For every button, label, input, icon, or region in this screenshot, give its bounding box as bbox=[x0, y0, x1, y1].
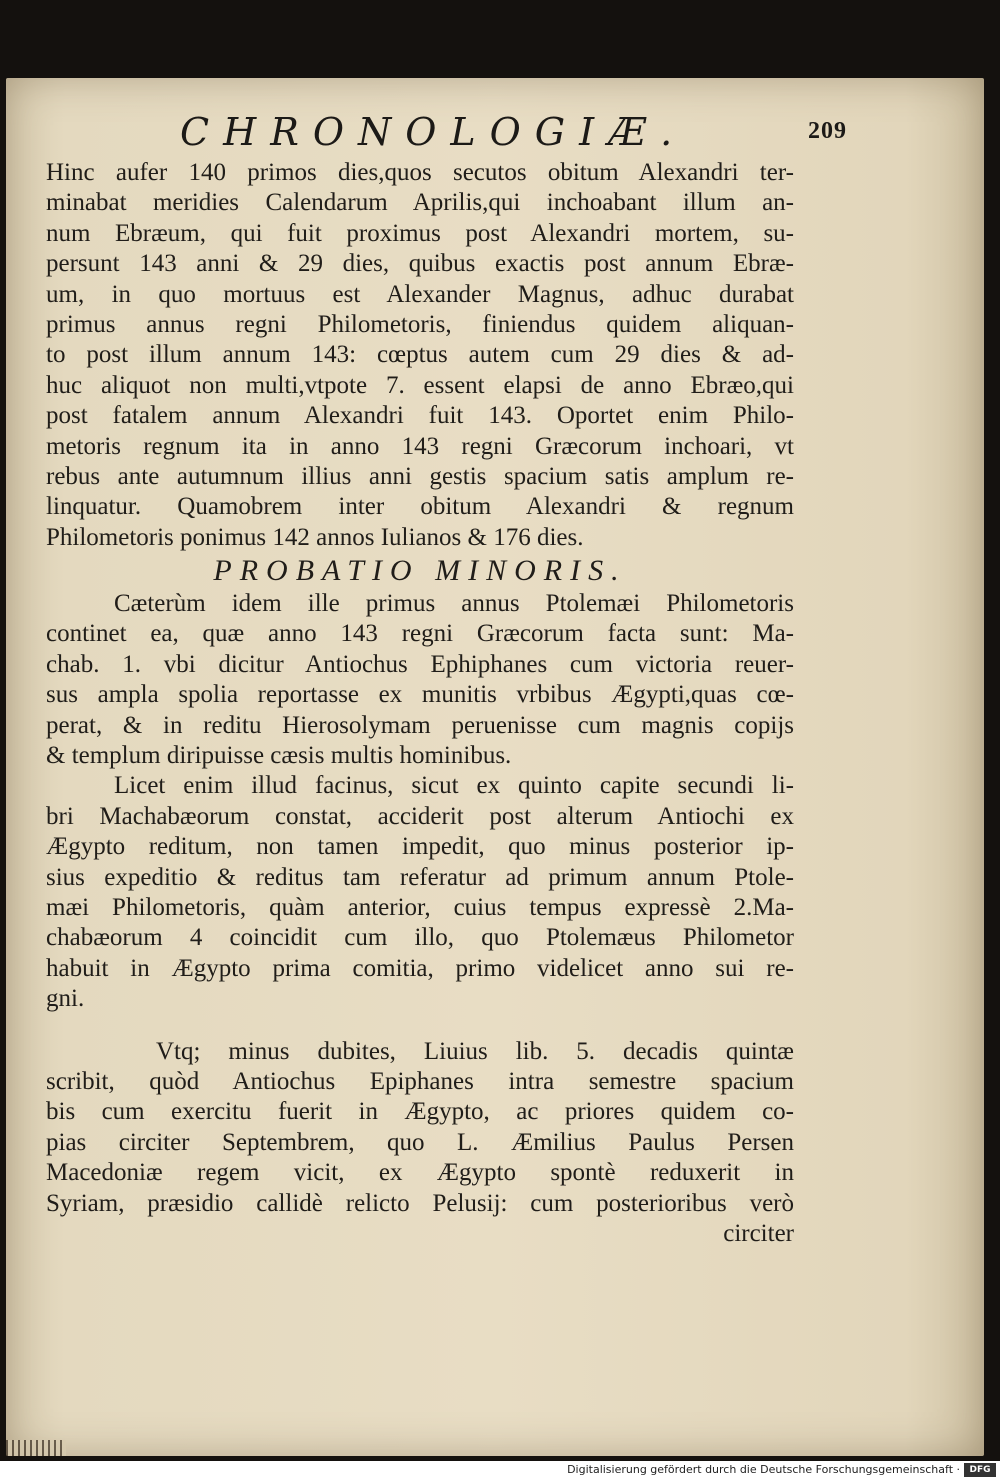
running-head-title: CHRONOLOGIÆ. bbox=[180, 110, 687, 154]
text-line: metoris regnum ita in anno 143 regni Græcorum inchoari, vt bbox=[46, 432, 794, 460]
page-edge-gutter bbox=[6, 1440, 66, 1456]
text-line: post fatalem annum Alexandri fuit 143. Oportet enim Philo- bbox=[46, 402, 794, 430]
text-line: Philometoris ponimus 142 annos Iulianos & 176 dies. bbox=[46, 523, 584, 551]
text-line: perat, & in reditu Hierosolymam peruenisse cum magnis copijs bbox=[46, 711, 794, 739]
text-line: continet ea, quæ anno 143 regni Græcorum facta sunt: Ma- bbox=[46, 620, 794, 648]
text-line: Ægypto reditum, non tamen impedit, quo minus posterior ip- bbox=[46, 833, 794, 861]
text-line: linquatur. Quamobrem inter obitum Alexandri & regnum bbox=[46, 493, 794, 521]
section-subheading: PROBATIO MINORIS. bbox=[213, 554, 627, 588]
text-line: huc aliquot non multi,vtpote 7. essent elapsi de anno Ebræo,qui bbox=[46, 371, 794, 399]
text-line: chab. 1. vbi dicitur Antiochus Ephiphanes cum victoria reuer- bbox=[46, 650, 794, 678]
text-line: primus annus regni Philometoris, finiendus quidem aliquan- bbox=[46, 310, 794, 338]
dfg-logo: DFG bbox=[964, 1463, 996, 1477]
paragraph-gap bbox=[46, 1015, 794, 1037]
text-line: to post illum annum 143: cœptus autem cum 29 dies & ad- bbox=[46, 341, 794, 369]
text-line: Licet enim illud facinus, sicut ex quinto capite secundi li- bbox=[114, 772, 794, 800]
text-line: Syriam, præsidio callidè relicto Pelusij: cum posterioribus verò bbox=[46, 1189, 794, 1217]
text-line: chabæorum 4 coincidit cum illo, quo Ptolemæus Philometor bbox=[46, 924, 794, 952]
text-line: gni. bbox=[46, 985, 85, 1013]
text-line: habuit in Ægypto prima comitia, primo videlicet anno sui re- bbox=[46, 954, 794, 982]
catchword: circiter bbox=[723, 1219, 794, 1247]
text-line: persunt 143 anni & 29 dies, quibus exactis post annum Ebræ- bbox=[46, 250, 794, 278]
text-line: Vtq; minus dubites, Liuius lib. 5. decadis quintæ bbox=[156, 1037, 794, 1065]
text-line: bri Machabæorum constat, acciderit post alterum Antiochi ex bbox=[46, 802, 794, 830]
text-line: Macedoniæ regem vicit, ex Ægypto spontè reduxerit in bbox=[46, 1159, 794, 1187]
text-line: Cæterùm idem ille primus annus Ptolemæi Philometoris bbox=[114, 590, 794, 618]
text-line: & templum diripuisse cæsis multis hominibus. bbox=[46, 742, 512, 770]
text-line: sus ampla spolia reportasse ex munitis vrbibus Ægypti,quas cœ- bbox=[46, 681, 794, 709]
text-line: bis cum exercitu fuerit in Ægypto, ac priores quidem co- bbox=[46, 1098, 794, 1126]
footer-bar bbox=[0, 1461, 1000, 1479]
text-line: sius expeditio & reditus tam referatur ad primum annum Ptole- bbox=[46, 863, 794, 891]
funding-credit: Digitalisierung gefördert durch die Deutsche Forschungsgemeinschaft · bbox=[567, 1463, 960, 1476]
text-line: pias circiter Septembrem, quo L. Æmilius Paulus Persen bbox=[46, 1128, 794, 1156]
page-number: 209 bbox=[808, 118, 847, 144]
text-line: scribit, quòd Antiochus Epiphanes intra semestre spacium bbox=[46, 1067, 794, 1095]
body-text bbox=[46, 158, 794, 1249]
text-line: Hinc aufer 140 primos dies,quos secutos obitum Alexandri ter- bbox=[46, 159, 794, 186]
text-line: rebus ante autumnum illius anni gestis spacium satis amplum re- bbox=[46, 462, 794, 490]
text-line: mæi Philometoris, quàm anterior, cuius tempus expressè 2.Ma- bbox=[46, 893, 794, 921]
text-line: um, in quo mortuus est Alexander Magnus, adhuc durabat bbox=[46, 280, 794, 308]
text-line: num Ebræum, qui fuit proximus post Alexandri mortem, su- bbox=[46, 219, 794, 247]
text-line: minabat meridies Calendarum Aprilis,qui inchoabant illum an- bbox=[46, 189, 794, 217]
